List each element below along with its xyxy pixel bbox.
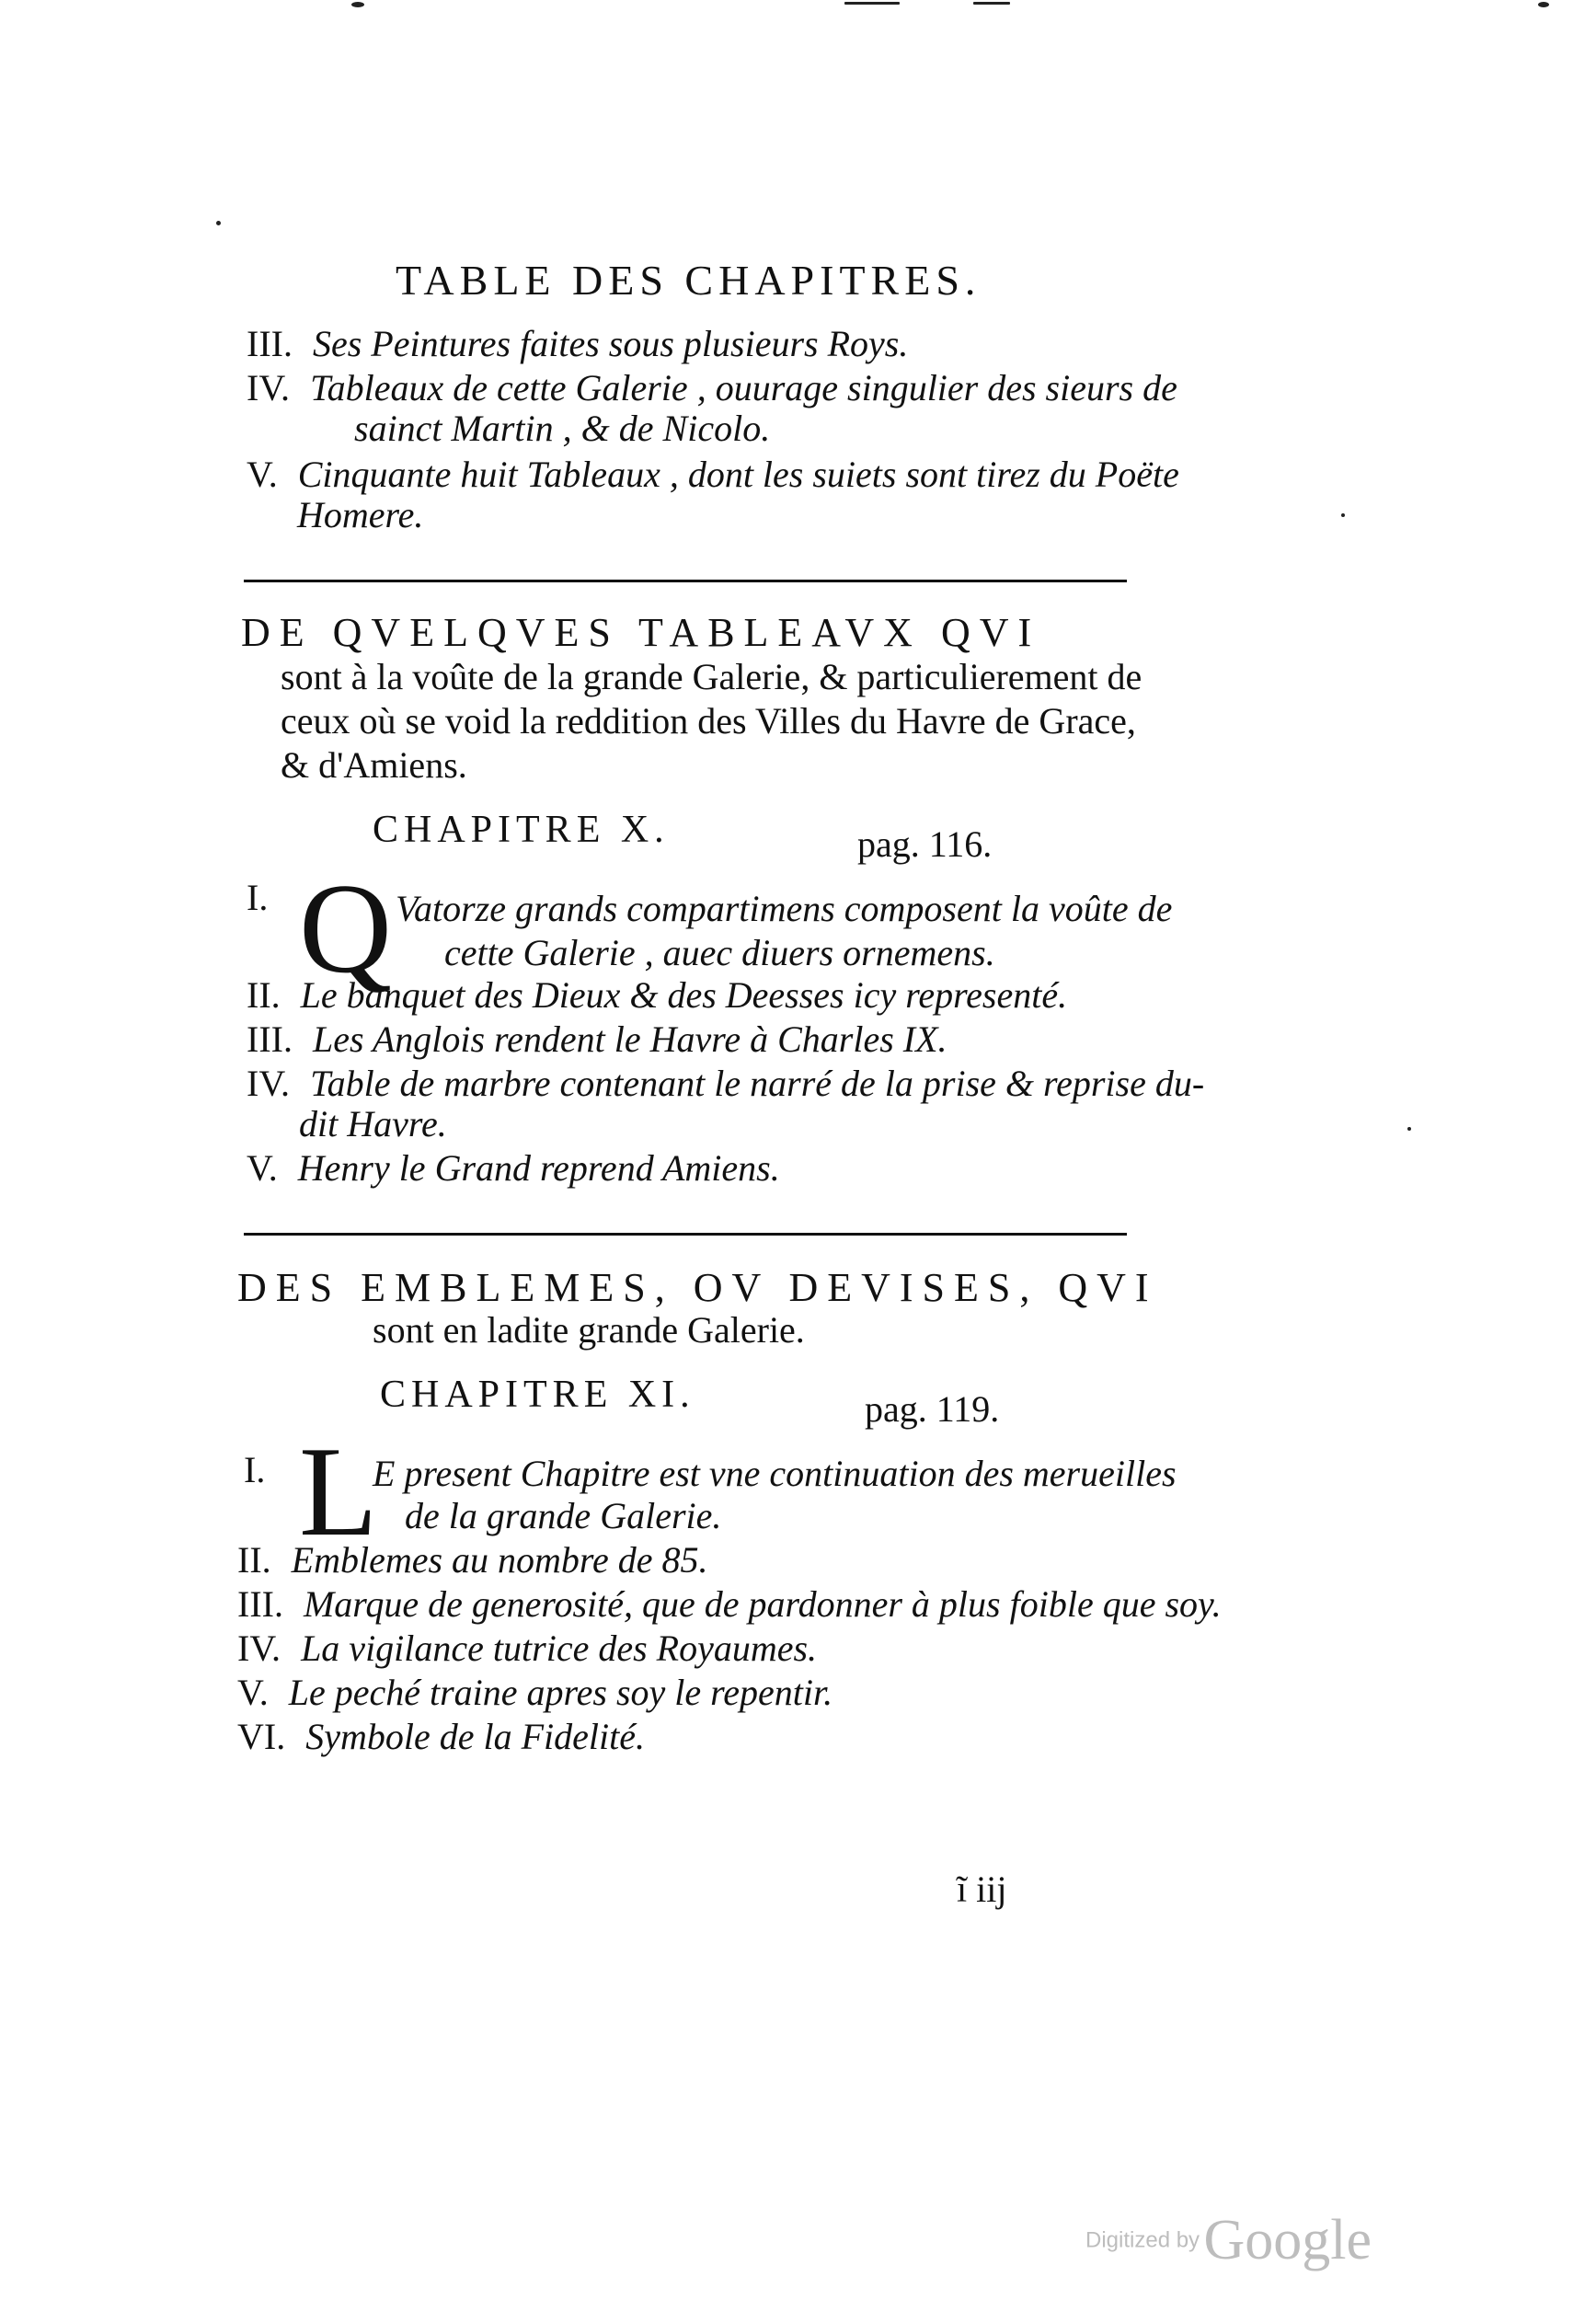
item-text: La vigilance tutrice des Royaumes. [301, 1627, 818, 1669]
item-continuation: de la grande Galerie. [405, 1495, 722, 1536]
list-item [247, 1062, 1204, 1106]
item-number: II. [247, 974, 281, 1016]
list-item [237, 1627, 817, 1671]
item-text: Les Anglois rendent le Havre à Charles IX. [312, 1018, 947, 1060]
chapter-label: CHAPITRE X. [373, 809, 670, 851]
scan-speck [1538, 2, 1549, 7]
item-number: V. [237, 1672, 269, 1713]
item-continuation: cette Galerie , auec diuers ornemens. [444, 932, 995, 973]
list-item [247, 876, 268, 920]
scan-speck [1341, 513, 1345, 517]
list-item [244, 1448, 265, 1492]
list-item [237, 1582, 1222, 1627]
item-number: III. [237, 1583, 283, 1625]
section-heading: DES EMBLEMES, OV DEVISES, QVI [237, 1265, 1158, 1310]
heading-line: & d'Amiens. [281, 744, 467, 786]
item-text: Marque de generosité, que de pardonner à plus foible que soy. [303, 1583, 1222, 1625]
list-item [247, 973, 1067, 1018]
item-number: VI. [237, 1716, 286, 1757]
item-text: Emblemes au nombre de 85. [291, 1539, 708, 1581]
heading-line: sont à la voûte de la grande Galerie, & particulierement de [281, 656, 1142, 697]
signature-mark: ĩ iij [957, 1869, 1007, 1910]
item-number: III. [247, 323, 293, 364]
heading-line: sont en ladite grande Galerie. [373, 1309, 805, 1351]
item-number: IV. [247, 1063, 291, 1104]
item-continuation: Homere. [297, 494, 424, 535]
drop-cap: L [299, 1420, 378, 1563]
page-reference: pag. 116. [857, 823, 993, 865]
item-number: V. [247, 454, 278, 495]
item-number: V. [247, 1147, 278, 1189]
digitized-watermark [1085, 2208, 1372, 2273]
item-text: Symbole de la Fidelité. [305, 1716, 645, 1757]
watermark-prefix: Digitized by [1085, 2227, 1200, 2253]
item-text: Le peché traine apres soy le repentir. [288, 1672, 833, 1713]
scan-speck [973, 2, 1010, 5]
scan-speck [1407, 1127, 1411, 1131]
item-text: E present Chapitre est vne continuation des merueilles [373, 1453, 1177, 1494]
page-reference: pag. 119. [865, 1388, 1000, 1430]
running-head: TABLE DES CHAPITRES. [396, 257, 982, 304]
list-item [247, 1018, 947, 1062]
item-number: II. [237, 1539, 271, 1581]
item-text: Cinquante huit Tableaux , dont les suiets sont tirez du Poëte [297, 454, 1179, 495]
section-divider [244, 580, 1127, 582]
item-text: Ses Peintures faites sous plusieurs Roys. [312, 323, 909, 364]
item-continuation: dit Havre. [299, 1103, 447, 1144]
item-number: IV. [247, 367, 291, 408]
list-item [237, 1715, 645, 1759]
scan-speck [844, 2, 900, 5]
section-divider [244, 1233, 1127, 1236]
list-item [237, 1538, 708, 1582]
item-number: III. [247, 1018, 293, 1060]
item-text: Henry le Grand reprend Amiens. [297, 1147, 780, 1189]
list-item [247, 322, 908, 366]
scan-speck [216, 221, 221, 225]
item-number: I. [244, 1449, 266, 1490]
item-number: I. [247, 877, 269, 918]
drop-cap: Q [299, 857, 393, 1000]
list-item [247, 366, 1177, 410]
chapter-label: CHAPITRE XI. [380, 1374, 695, 1416]
item-text: Tableaux de cette Galerie , ouurage singulier des sieurs de [310, 367, 1177, 408]
item-text: Vatorze grands compartimens composent la voûte de [396, 888, 1173, 929]
list-item [247, 1146, 780, 1190]
item-text: Le banquet des Dieux & des Deesses icy representé. [300, 974, 1068, 1016]
google-logo: Google [1203, 2209, 1372, 2271]
list-item [247, 453, 1179, 497]
heading-line: ceux où se void la reddition des Villes du Havre de Grace, [281, 700, 1136, 742]
item-text: Table de marbre contenant le narré de la prise & reprise du- [310, 1063, 1205, 1104]
list-item [237, 1671, 832, 1715]
item-continuation: sainct Martin , & de Nicolo. [354, 408, 771, 449]
item-number: IV. [237, 1627, 281, 1669]
scan-speck [351, 2, 364, 7]
section-heading: DE QVELQVES TABLEAVX QVI [241, 610, 1041, 655]
